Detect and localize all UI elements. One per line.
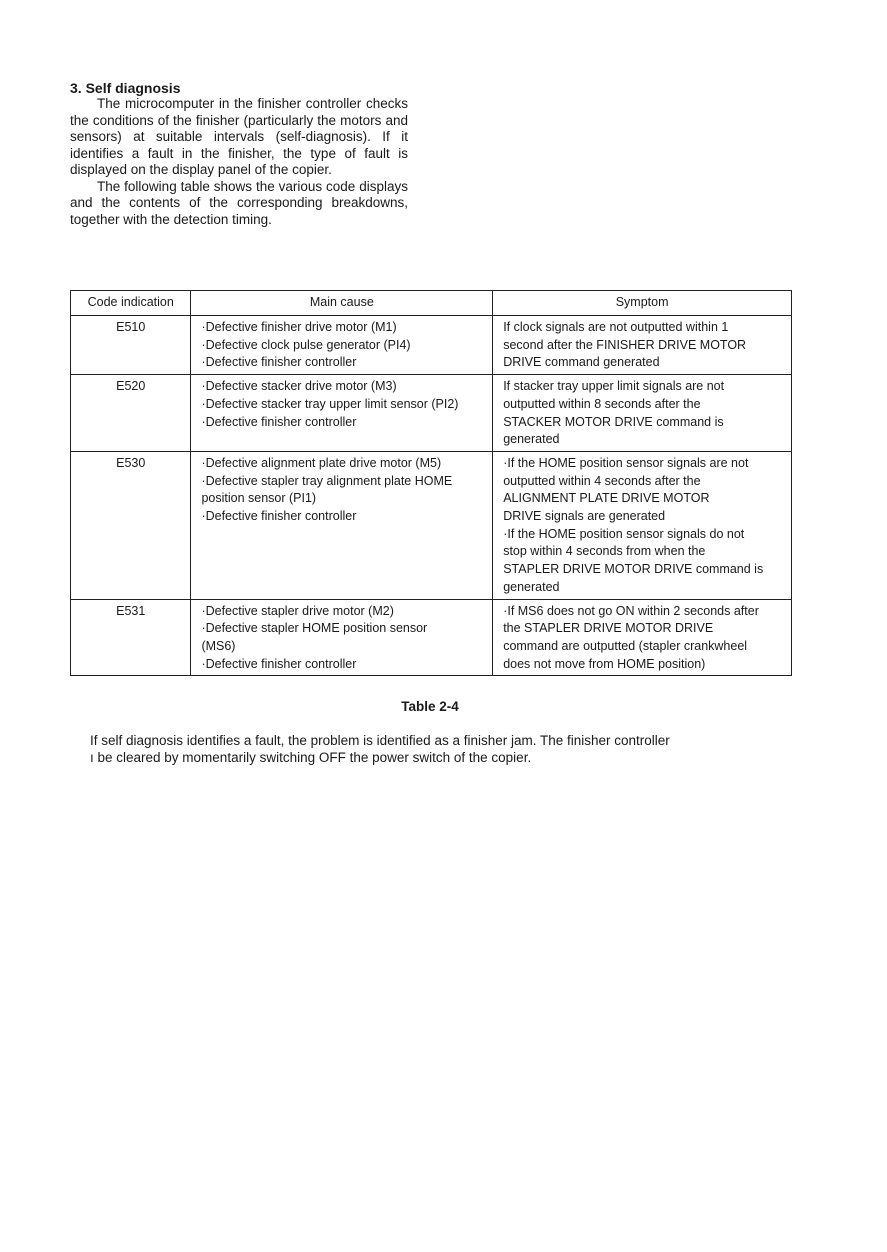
symptom-line: DRIVE signals are generated bbox=[503, 509, 666, 524]
symptom-line: outputted within 4 seconds after the bbox=[503, 473, 701, 488]
table-row bbox=[71, 316, 792, 375]
symptom-line: command are outputted (stapler crankwheel bbox=[503, 638, 748, 653]
error-code: E530 bbox=[71, 451, 191, 599]
cause-line: ·Defective stapler drive motor (M2) bbox=[201, 603, 394, 618]
symptom-cell bbox=[493, 316, 792, 375]
table-caption: Table 2-4 bbox=[401, 699, 459, 714]
symptom-line: generated bbox=[503, 432, 560, 447]
table-row bbox=[71, 451, 792, 599]
intro-text bbox=[70, 96, 408, 228]
closing-note bbox=[90, 732, 800, 766]
symptom-line: ·If the HOME position sensor signals do not bbox=[503, 526, 745, 541]
symptom-line: ·If MS6 does not go ON within 2 seconds after bbox=[503, 603, 759, 618]
symptom-line: DRIVE command generated bbox=[503, 355, 660, 370]
cause-line: ·Defective finisher controller bbox=[201, 355, 357, 370]
symptom-line: outputted within 8 seconds after the bbox=[503, 396, 701, 411]
table-row bbox=[71, 599, 792, 676]
error-code: E531 bbox=[71, 599, 191, 676]
symptom-line: the STAPLER DRIVE MOTOR DRIVE bbox=[503, 621, 714, 636]
table-header-row bbox=[71, 291, 792, 316]
symptom-line: STAPLER DRIVE MOTOR DRIVE command is bbox=[503, 562, 764, 577]
cause-line: (MS6) bbox=[201, 638, 236, 653]
note-line: ı be cleared by momentarily switching OFF the power switch of the copier. bbox=[90, 750, 532, 765]
main-cause-cell bbox=[191, 316, 493, 375]
symptom-cell bbox=[493, 451, 792, 599]
section-heading: 3. Self diagnosis bbox=[70, 80, 181, 96]
cause-line: ·Defective finisher drive motor (M1) bbox=[201, 320, 397, 334]
cause-line: position sensor (PI1) bbox=[201, 491, 317, 506]
intro-paragraph-2: The following table shows the various code displays and the contents of the corresponding breakdowns, together with the detection timing. bbox=[70, 178, 408, 227]
cause-line: ·Defective stapler HOME position sensor bbox=[201, 621, 428, 636]
symptom-line: STACKER MOTOR DRIVE command is bbox=[503, 414, 724, 429]
header-main-cause: Main cause bbox=[191, 291, 493, 316]
main-cause-cell bbox=[191, 375, 493, 452]
symptom-line: If stacker tray upper limit signals are not bbox=[503, 379, 725, 394]
header-symptom: Symptom bbox=[493, 291, 792, 316]
cause-line: ·Defective clock pulse generator (PI4) bbox=[201, 337, 411, 352]
symptom-line: second after the FINISHER DRIVE MOTOR bbox=[503, 337, 747, 352]
symptom-line: stop within 4 seconds from when the bbox=[503, 544, 706, 559]
main-cause-cell bbox=[191, 599, 493, 676]
error-code: E520 bbox=[71, 375, 191, 452]
cause-line: ·Defective stapler tray alignment plate HOME bbox=[201, 473, 453, 488]
symptom-cell bbox=[493, 375, 792, 452]
cause-line: ·Defective alignment plate drive motor (M5) bbox=[201, 455, 442, 470]
symptom-line: If clock signals are not outputted within 1 bbox=[503, 320, 729, 334]
error-code: E510 bbox=[71, 316, 191, 375]
cause-line: ·Defective stacker drive motor (M3) bbox=[201, 379, 397, 394]
error-code-table bbox=[70, 290, 792, 676]
header-code-indication: Code indication bbox=[71, 291, 191, 316]
cause-line: ·Defective finisher controller bbox=[201, 414, 357, 429]
symptom-cell bbox=[493, 599, 792, 676]
cause-line: ·Defective finisher controller bbox=[201, 509, 357, 524]
main-cause-cell bbox=[191, 451, 493, 599]
cause-line: ·Defective finisher controller bbox=[201, 656, 357, 671]
symptom-line: ·If the HOME position sensor signals are not bbox=[503, 455, 749, 470]
symptom-line: generated bbox=[503, 579, 560, 594]
intro-paragraph-1: The microcomputer in the finisher controller checks the conditions of the finisher (particularly the motors and sensors) at suitable intervals (self-diagnosis). If it identifies a fault in the finisher, the type of fault is displayed on the display panel of the copier. bbox=[70, 96, 408, 177]
symptom-line: does not move from HOME position) bbox=[503, 656, 706, 671]
note-line: If self diagnosis identifies a fault, the problem is identified as a finisher jam. The finisher controller bbox=[90, 733, 670, 748]
symptom-line: ALIGNMENT PLATE DRIVE MOTOR bbox=[503, 491, 710, 506]
cause-line: ·Defective stacker tray upper limit sensor (PI2) bbox=[201, 396, 459, 411]
table-row bbox=[71, 375, 792, 452]
